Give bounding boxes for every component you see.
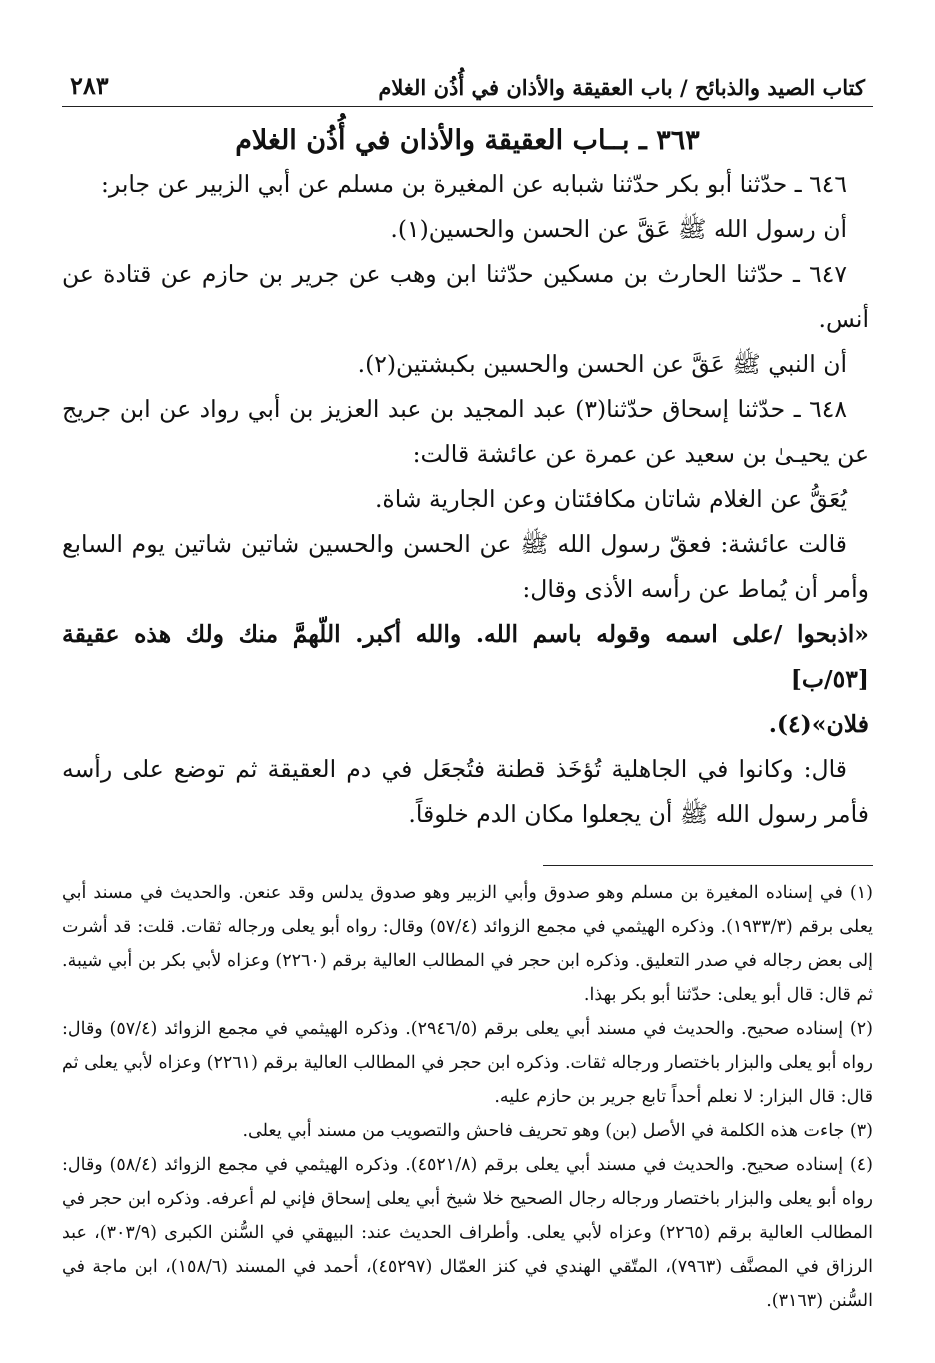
hadith-646-isnad: ٦٤٦ ـ حدّثنا أبو بكر حدّثنا شبابه عن المغيرة بن مسلم عن أبي الزبير عن جابر:	[100, 170, 847, 198]
hadith-646-matn: أن رسول الله ﷺ عَقَّ عن الحسن والحسين(١).	[390, 215, 847, 243]
dua-line	[62, 612, 869, 702]
hadith-648-matn: يُعَقُّ عن الغلام شاتان مكافئتان وعن الجارية شاة.	[374, 485, 847, 513]
chapter-title: ٣٦٣ ـ بــاب العقيقة والأذان في أُذُن الغلام	[235, 125, 700, 156]
dua-end: فلان»(٤).	[768, 710, 869, 738]
dua-text: «اذبحوا /على اسمه وقوله باسم الله. والله أكبر. اللّهمَّ منك ولك هذه عقيقة	[62, 620, 869, 648]
page-header	[62, 62, 873, 107]
footnote-separator	[543, 865, 873, 866]
running-title: كتاب الصيد والذبائح / باب العقيقة والأذان في أُذُن الغلام	[378, 75, 865, 100]
footnote-3: (٣) جاءت هذه الكلمة في الأصل (بن) وهو تحريف فاحش والتصويب من مسند أبي يعلى.	[242, 1121, 873, 1141]
footnotes	[62, 876, 873, 1318]
hadith-647-isnad: ٦٤٧ ـ حدّثنا الحارث بن مسكين حدّثنا ابن وهب عن جرير بن حازم عن قتادة عن أنس.	[62, 260, 869, 333]
hadith-647-matn: أن النبي ﷺ عَقَّ عن الحسن والحسين بكبشتين(٢).	[357, 350, 847, 378]
footnote-2: (٢) إسناده صحيح. والحديث في مسند أبي يعلى برقم (٢٩٤٦/٥). وذكره الهيثمي في مجمع الزوائد (٥٧/٤) وقال: رواه أبو يعلى والبزار باختصار ورجاله ثقات. وذكره ابن حجر في المطالب العالية برقم (٢٢٦١) وعزاه لأبي يعلى ثم قال: قال البزار: لا نعلم أحداً تابع جرير بن حازم عليه.	[62, 1019, 873, 1107]
hadith-648-isnad: ٦٤٨ ـ حدّثنا إسحاق حدّثنا(٣) عبد المجيد بن عبد العزيز بن أبي رواد عن ابن جريج عن يحيـىٰ بن سعيد عن عمرة عن عائشة قالت:	[62, 395, 869, 468]
page-number: ٢٨٣	[70, 71, 109, 100]
hadith-648-closing: قال: وكانوا في الجاهلية تُؤخَذ قطنة فتُجعَل في دم العقيقة ثم توضع على رأسه فأمر رسول الله ﷺ أن يجعلوا مكان الدم خلوقاً.	[62, 755, 869, 828]
hadith-648-aisha: قالت عائشة: فعقّ رسول الله ﷺ عن الحسن والحسين شاتين شاتين يوم السابع وأمر أن يُماط عن رأسه الأذى وقال:	[62, 530, 869, 603]
margin-folio-ref: [٥٣/ب]	[790, 665, 869, 693]
main-text	[62, 162, 869, 837]
footnote-4: (٤) إسناده صحيح. والحديث في مسند أبي يعلى برقم (٤٥٢١/٨). وذكره الهيثمي في مجمع الزوائد (٥٨/٤) وقال: رواه أبو يعلى والبزار باختصار ورجاله رجال الصحيح خلا شيخ أبي يعلى إسحاق فإني لم أعرفه. وذكره ابن حجر في المطالب العالية برقم (٢٢٦٥) وعزاه لأبي يعلى. وأطراف الحديث عند: البيهقي في السُّنن الكبرى (٣٠٣/٩)، عبد الرزاق في المصنَّف (٧٩٦٣)، المتّقي الهندي في كنز العمّال (٤٥٢٩٧)، أحمد في المسند (١٥٨/٦)، ابن ماجة في السُّنن (٣١٦٣).	[62, 1155, 873, 1311]
footnote-1: (١) في إسناده المغيرة بن مسلم وهو صدوق وأبي الزبير وهو صدوق يدلس وقد عنعن. والحديث في مسند أبي يعلى برقم (١٩٣٣/٣). وذكره الهيثمي في مجمع الزوائد (٥٧/٤) وقال: رواه أبو يعلى ورجاله ثقات. قلت: قد أشرت إلى بعض رجاله في صدر التعليق. وذكره ابن حجر في المطالب العالية برقم (٢٢٦٠) وعزاه لأبي بكر بن أبي شيبة. ثم قال: قال أبو يعلى: حدّثنا أبو بكر بهذا.	[62, 883, 874, 1005]
